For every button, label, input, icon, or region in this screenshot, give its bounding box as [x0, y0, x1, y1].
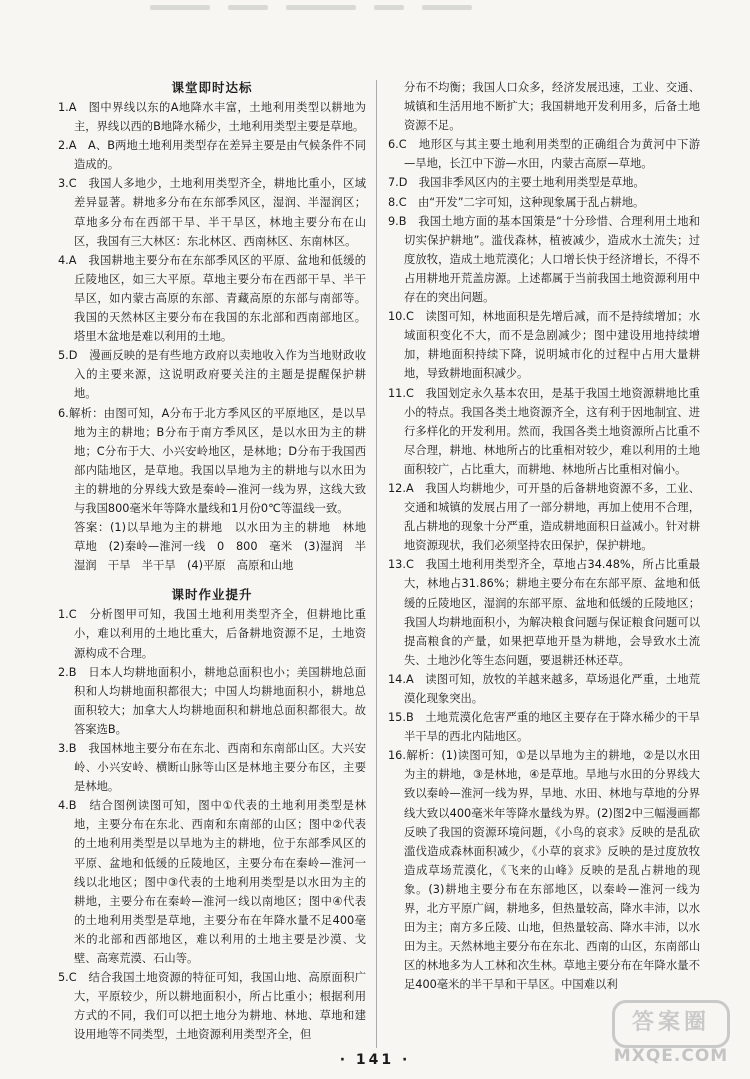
answer-item-continued: 分布不均衡；我国人口众多，经济发展迅速，工业、交通、城镇和生活用地不断扩大；我国耕地开发利用多，后备土地资源不足。	[404, 81, 700, 133]
watermark-badge: 答案圈	[612, 1000, 730, 1048]
answer-item: 14.A 读图可知，放牧的羊越来越多，草场退化严重，土地荒漠化现象突出。	[388, 672, 700, 705]
answer-item: 15.B 土地荒漠化危害严重的地区主要存在于降水稀少的干旱半干旱的西北内陆地区。	[388, 711, 700, 744]
column-divider	[376, 80, 377, 1048]
answer-item: 9.B 我国土地方面的基本国策是“十分珍惜、合理利用土地和切实保护耕地”。滥伐森林，植被减少，造成水土流失；过度放牧，造成土地荒漠化；人口增长快于经济增长，不得不占用耕地开荒盖房源。上述都属于当前我国土地资源利用中存在的突出问题。	[388, 214, 700, 305]
section-title-class-practice: 课堂即时达标	[171, 80, 253, 95]
answer-item: 6.解析：由图可知，A分布于北方季风区的平原地区，是以旱地为主的耕地；B分布于南方季风区，是以水田为主的耕地；C分布于大、小兴安岭地区，是林地；D分布于我国西部内陆地区，是草地。我国以旱地为主的耕地与以水田为主的耕地的分界线大致是秦岭—淮河一线为界，这线大致与我国800毫米年等降水量线和1月份0℃等温线一致。	[58, 406, 366, 515]
answer-item: 3.C 我国人多地少，土地利用类型齐全，耕地比重小，区域差异显著。耕地多分布在东部季风区，湿润、半湿润区；草地多分布在西部干旱、半干旱区，林地主要分布在山区，我国有三大林区：东北林区、西南林区、东南林区。	[58, 177, 366, 248]
answer-item: 8.C 由“开发”二字可知，这种现象属于乱占耕地。	[388, 195, 645, 209]
answer-item: 1.C 分析图甲可知，我国土地利用类型齐全，但耕地比重小，难以利用的土地比重大，后备耕地资源不足，土地资源构成不合理。	[58, 608, 366, 660]
answer-summary: 答案：(1)以旱地为主的耕地 以水田为主的耕地 林地 草地 (2)秦岭—淮河一线 0 800 毫米 (3)湿润 半湿润 干旱 半干旱 (4)平原 高原和山地	[74, 521, 378, 573]
answer-item: 2.A A、B两地土地利用类型存在差异主要是由气候条件不同造成的。	[58, 139, 366, 172]
answer-item: 6.C 地形区与其主要土地利用类型的正确组合为黄河中下游—旱地，长江中下游—水田，内蒙古高原—草地。	[388, 138, 700, 171]
answer-item: 10.C 读图可知，林地面积是先增后减，而不是持续增加；水域面积变化不大，而不是急剧减少；图中建设用地持续增加，耕地面积持续下降，说明城市化的过程中占用大量耕地，导致耕地面积减少。	[388, 310, 700, 381]
section-title-homework: 课时作业提升	[171, 587, 253, 603]
answer-item: 12.A 我国人均耕地少，可开垦的后备耕地资源不多，工业、交通和城镇的发展占用了一部分耕地，再加上使用不合理，乱占耕地的现象十分严重，造成耕地面积日益减小。针对耕地资源现状，我们必须坚持农田保护，保护耕地。	[388, 481, 700, 553]
answer-item: 5.C 结合我国土地资源的特征可知，我国山地、高原面积广大，平原较少，所以耕地面积小，所占比重小；根据利用方式的不同，我们可以把土地分为耕地、林地、草地和建设用地等不同类型，土地资源利用类型齐全，但	[58, 971, 366, 1042]
answer-item: 3.B 我国林地主要分布在东北、西南和东南部山区。大兴安岭、小兴安岭、横断山脉等山区是林地主要分布区，主要是林地。	[58, 742, 366, 794]
watermark-url: MXQE.COM	[613, 1046, 729, 1066]
watermark-logo	[592, 1000, 742, 1076]
answer-item: 11.C 我国划定永久基本农田，是基于我国土地资源耕地比重小的特点。我国各类土地资源齐全，这有利于因地制宜、进行多样化的开发利用。然而，我国各类土地资源所占比重不尽合理，耕地、林地所占的比重相对较少，难以利用的土地面积较广，占比重大，而耕地、林地所占比重相对偏小。	[388, 386, 700, 476]
answer-item: 16.解析：(1)读图可知，①是以旱地为主的耕地，②是以水田为主的耕地，③是林地，④是草地。旱地与水田的分界线大致以秦岭—淮河一线为界，旱地、水田、林地与草地的分界线大致以400毫米年等降水量线为界。(2)图2中三幅漫画都反映了我国的资源环境问题，《小鸟的哀求》反映的是乱砍滥伐造成森林面积减少，《小草的哀求》反映的是过度放牧造成草场荒漠化，《飞来的山峰》反映的是乱占耕地的现象。(3)耕地主要分布在东部地区，以秦岭—淮河一线为界，北方平原广阔，耕地多，但热量较高，降水丰沛，以水田为主；南方多丘陵、山地，但热量较高、降水丰沛，以水田为主。天然林地主要分布在东北、西南的山区，东南部山区的林地多为人工林和次生林。草地主要分布在年降水量不足400毫米的半干旱和干旱区。中国难以利	[388, 749, 700, 992]
answer-item: 5.D 漫画反映的是有些地方政府以卖地收入作为当地财政收入的主要来源，这说明政府要关注的主题是提醒保护耕地。	[58, 349, 366, 401]
answer-item: 7.D 我国非季风区内的主要土地利用类型是草地。	[388, 176, 645, 190]
right-column	[388, 78, 700, 995]
page-number: · 141 ·	[339, 1052, 411, 1068]
answer-item: 13.C 我国土地利用类型齐全，草地占34.48%，所占比重最大，林地占31.86%；耕地主要分布在东部平原、盆地和低缓的丘陵地区，湿润的东部平原、盆地和低缓的丘陵地区；我国人均耕地面积小，为解决粮食问题与保证粮食问题可以提高粮食的产量，如果把草地开垦为耕地，会导致水土流失、土地沙化等生态问题，要退耕还林还草。	[388, 558, 700, 667]
answer-item: 1.A 图中界线以东的A地降水丰富，土地利用类型以耕地为主，界线以西的B地降水稀少，土地利用类型主要是草地。	[58, 101, 366, 134]
answer-item: 2.B 日本人均耕地面积小，耕地总面积也小；美国耕地总面积和人均耕地面积都很大；中国人均耕地面积小，耕地总面积较大；加拿大人均耕地面积和耕地总面积都很大。故答案选B。	[58, 665, 366, 736]
left-column	[58, 78, 378, 1045]
top-bleed-through	[150, 0, 600, 16]
answer-item: 4.B 结合图例读图可知，图中①代表的土地利用类型是林地，主要分布在东北、西南和东南部的山区；图中②代表的土地利用类型是以旱地为主的耕地，位于东部季风区的平原、盆地和低缓的丘陵地区，主要分布在秦岭—淮河一线以北地区；图中③代表的土地利用类型是以水田为主的耕地，主要分布在秦岭—淮河一线以南地区；图中④代表的土地利用类型是草地，主要分布在年降水量不足400毫米的北部和西部地区，难以利用的土地主要是沙漠、戈壁、高寒荒漠、石山等。	[58, 799, 366, 966]
answer-item: 4.A 我国耕地主要分布在东部季风区的平原、盆地和低缓的丘陵地区，如三大平原。草地主要分布在西部干旱、半干旱区，如内蒙古高原的东部、青藏高原的东部与南部等。我国的天然林区主要分布在我国的东北部和西南部地区。塔里木盆地是难以利用的土地。	[58, 253, 366, 344]
